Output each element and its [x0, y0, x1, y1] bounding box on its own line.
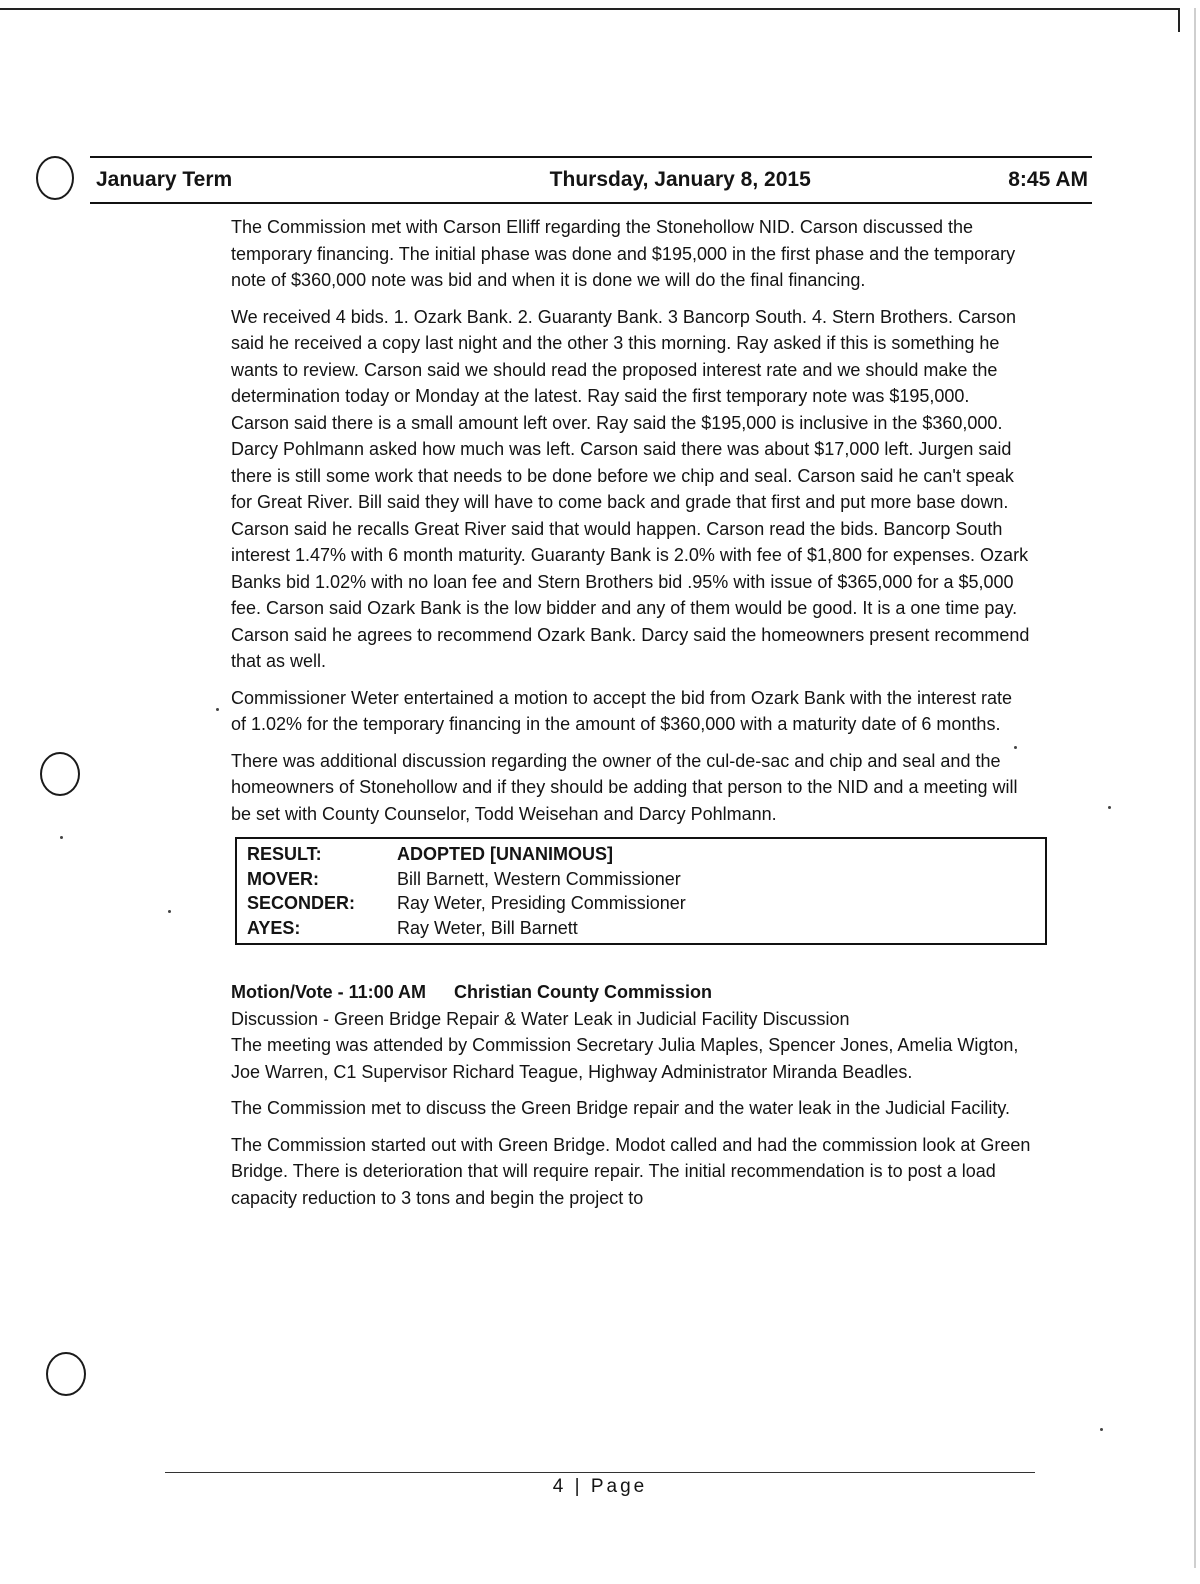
paragraph-bid-discussion: Carson said there is a small amount left over. Ray said the $195,000 is inclusive in the $360,000. Darcy Pohlmann asked how much was left. Carson said there was about $17,000 left. Jurgen said there is still some work that needs to be done before we chip and seal. Carson said he can't speak for Great River. Bill said they will have to come back and grade that first and put more base down. Carson said he recalls Great River said that would happen. Carson read the bids. Bancorp South interest 1.47% with 6 month maturity. Guaranty Bank is 2.0% with fee of $1,800 for expenses. Ozark Banks bid 1.02% with no loan fee and Stern Brothers bid .95% with issue of $365,000 for a $5,000 fee. Carson said Ozark Bank is the low bidder and any of them would be good. It is a one time pay. Carson said he agrees to recommend Ozark Bank. Darcy said the homeowners present recommend that as well.	[231, 412, 1030, 671]
footer-rule	[165, 1472, 1035, 1473]
scan-speck	[1014, 746, 1017, 749]
motion-section	[231, 979, 1031, 1211]
ayes-row	[247, 916, 1037, 941]
scan-speck	[1100, 1428, 1103, 1431]
attendance-paragraph: The meeting was attended by Commission Secretary Julia Maples, Spencer Jones, Amelia Wigton, Joe Warren, C1 Supervisor Richard Teague, Highway Administrator Miranda Beadles.	[231, 1035, 1019, 1082]
scan-speck	[216, 708, 219, 711]
header-time: 8:45 AM	[1008, 168, 1088, 191]
seconder-row	[247, 891, 1037, 916]
scan-speck	[1108, 806, 1111, 809]
vote-result-box	[235, 837, 1047, 945]
motion-body: Christian County Commission	[454, 982, 713, 1002]
seconder-value: Ray Weter, Presiding Commissioner	[397, 893, 686, 913]
motion-heading	[231, 979, 1031, 1006]
result-row	[247, 842, 1037, 867]
punch-hole-icon	[36, 156, 74, 200]
scan-speck	[168, 910, 171, 913]
header-date: Thursday, January 8, 2015	[549, 168, 811, 191]
paragraph-motion: Commissioner Weter entertained a motion to accept the bid from Ozark Bank with the interest rate of 1.02% for the temporary financing in the amount of $360,000 with a maturity date of 6 months.	[231, 687, 1013, 734]
punch-hole-icon	[40, 752, 80, 796]
paragraph-carson-elliff: The Commission met with Carson Elliff regarding the Stonehollow NID. Carson discussed the temporary financing. The initial phase was done and $195,000 in the first phase and the temporary note of $360,000 note was bid and when it is done we will do the final financing.	[231, 217, 1016, 290]
mover-row	[247, 867, 1037, 892]
result-label: RESULT:	[247, 844, 322, 864]
ayes-label: AYES:	[247, 917, 301, 938]
scan-page-edge	[1194, 8, 1196, 1568]
motion-time: 11:00 AM	[348, 982, 427, 1002]
punch-hole-icon	[46, 1352, 86, 1396]
mover-label: MOVER:	[247, 868, 319, 889]
green-bridge-detail: The Commission started out with Green Bridge. Modot called and had the commission look at Green Bridge. There is deterioration that will require repair. The initial recommendation is to post a load capacity reduction to 3 tons and begin the project to	[231, 1134, 1031, 1208]
mover-value: Bill Barnett, Western Commissioner	[397, 868, 681, 889]
scan-speck	[60, 836, 63, 839]
page-header	[90, 156, 1092, 204]
scan-top-rule	[0, 8, 1180, 10]
ayes-value: Ray Weter, Bill Barnett	[397, 917, 578, 938]
result-value: ADOPTED [UNANIMOUS]	[397, 844, 613, 864]
scan-top-rule-corner	[1178, 8, 1180, 32]
paragraph-additional-discussion: There was additional discussion regarding the owner of the cul-de-sac and chip and seal and the homeowners of Stonehollow and if they should be adding that person to the NID and a meeting will be set with County Counselor, Todd Weisehan and Darcy Pohlmann.	[231, 750, 1018, 824]
minutes-body	[231, 214, 1031, 1221]
motion-label: Motion/Vote -	[231, 982, 344, 1002]
seconder-label: SECONDER:	[247, 893, 356, 913]
page-number: 4 | Page	[552, 1476, 648, 1497]
green-bridge-intro: The Commission met to discuss the Green Bridge repair and the water leak in the Judicial Facility.	[231, 1098, 1011, 1118]
header-term: January Term	[96, 168, 233, 191]
paragraph-bids-received: We received 4 bids. 1. Ozark Bank. 2. Guaranty Bank. 3 Bancorp South. 4. Stern Brothers. Carson said he received a copy last night and the other 3 this morning. Ray asked if this is something he wants to review. Carson said we should read the proposed interest rate and we should make the determination today or Monday at the latest. Ray said the first temporary note was $195,000.	[231, 306, 1017, 406]
discussion-line: Discussion - Green Bridge Repair & Water Leak in Judicial Facility Discussion	[231, 1008, 850, 1029]
